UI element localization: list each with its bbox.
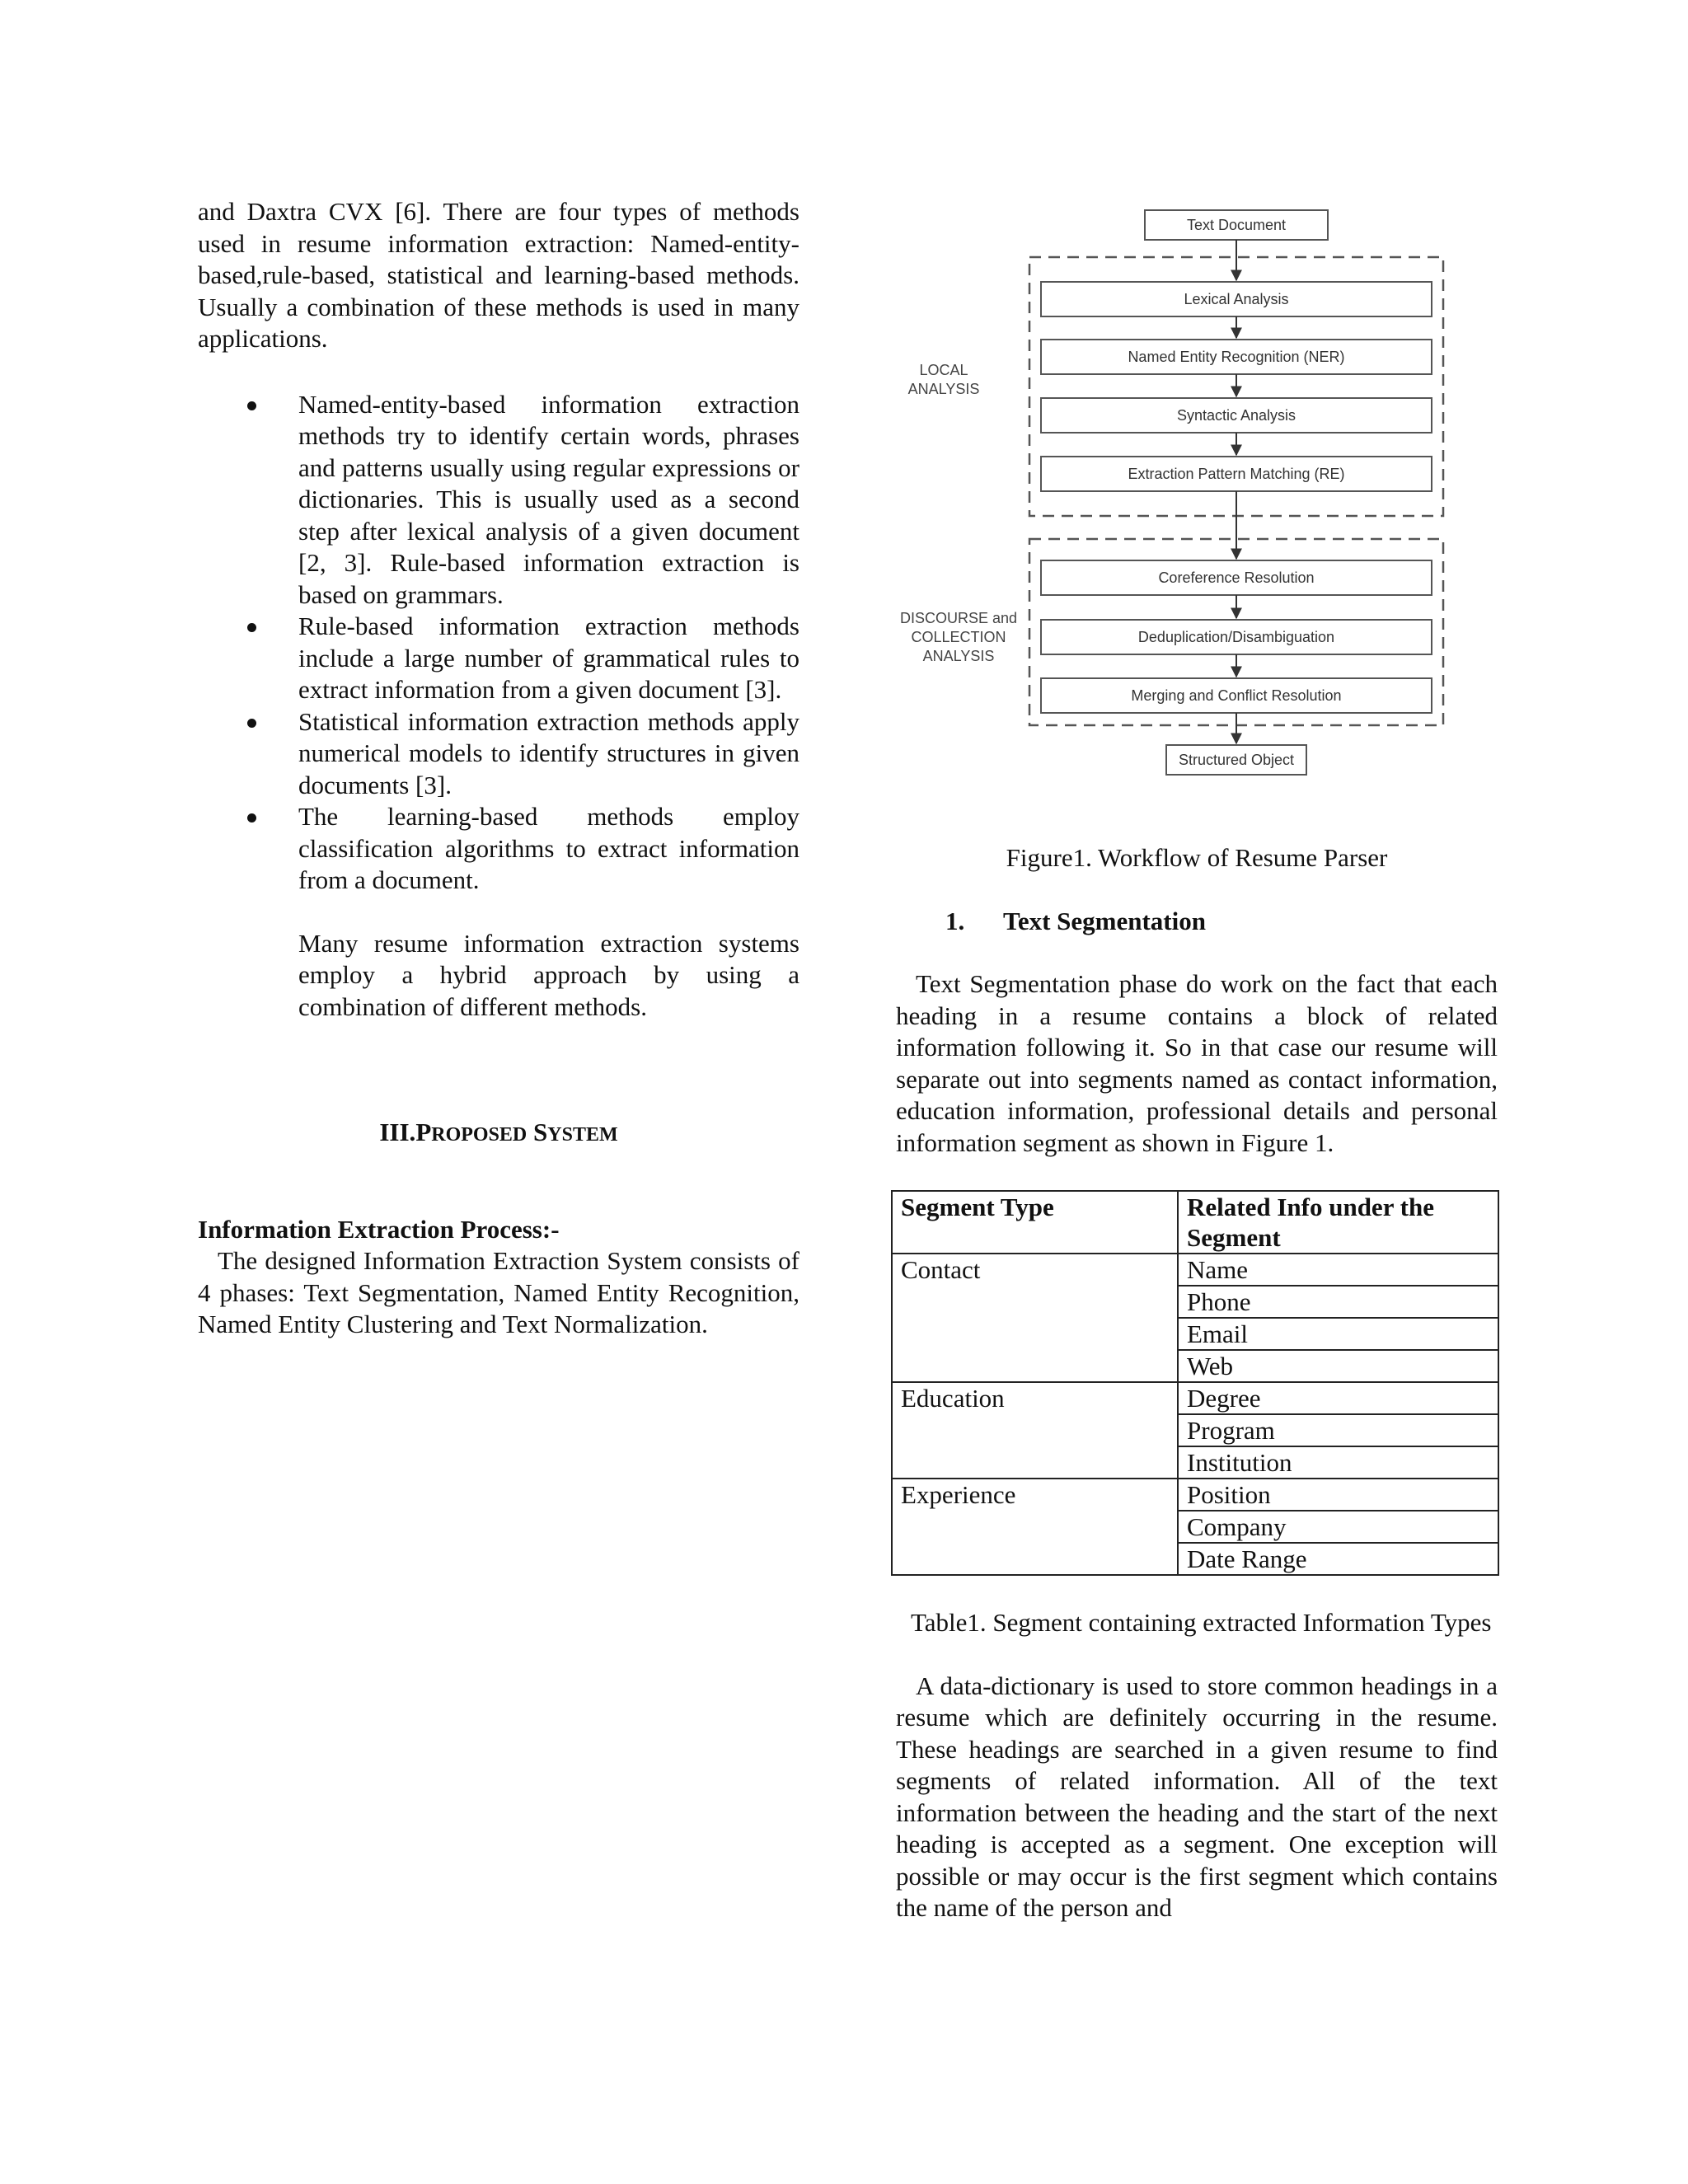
table-cell-info: Phone (1178, 1286, 1498, 1318)
workflow-figure (896, 196, 1473, 798)
section-heading: III.PROPOSED SYSTEM (379, 1118, 618, 1146)
list-item-text: The learning-based methods employ classification algorithms to extract information from a document. (298, 802, 799, 894)
svg-text:ANALYSIS: ANALYSIS (922, 648, 995, 664)
hybrid-paragraph: Many resume information extraction systems employ a hybrid approach by using a combination of different methods. (298, 928, 799, 1021)
table-cell-info: Degree (1178, 1382, 1498, 1414)
table-row (892, 1382, 1498, 1414)
bullet-icon (247, 813, 256, 823)
segmentation-paragraph: Text Segmentation phase do work on the fact that each heading in a resume contains a block of related information following it. So in that case our resume will separate out into segments named as contact information, education information, professional details and personal information segment as shown in Figure 1. (896, 969, 1498, 1157)
left-column (198, 196, 799, 1341)
segment-table (891, 1190, 1499, 1576)
subsection-heading (896, 906, 1498, 938)
subsection-number: 1. (945, 906, 965, 935)
bullet-icon (247, 719, 256, 728)
section-number: III. (379, 1118, 416, 1146)
process-paragraph: The designed Information Extraction System consists of 4 phases: Text Segmentation, Named Entity Recognition, Named Entity Clustering and Text Normalization. (198, 1246, 799, 1338)
table-header-cell: Segment Type (892, 1191, 1178, 1254)
methods-list (198, 389, 799, 897)
svg-text:Merging and Conflict Resolutio: Merging and Conflict Resolution (1131, 687, 1342, 704)
table-caption: Table1. Segment containing extracted Information Types (911, 1608, 1492, 1637)
list-item (198, 706, 799, 802)
bullet-icon (247, 623, 256, 632)
svg-text:COLLECTION: COLLECTION (911, 629, 1006, 645)
svg-text:Coreference Resolution: Coreference Resolution (1158, 569, 1315, 586)
svg-text:Extraction Pattern Matching (R: Extraction Pattern Matching (RE) (1128, 466, 1345, 482)
table-cell-segment: Education (892, 1382, 1178, 1479)
table-cell-segment: Contact (892, 1254, 1178, 1382)
table-cell-info: Date Range (1178, 1543, 1498, 1575)
table-cell-info: Company (1178, 1511, 1498, 1543)
list-item (198, 611, 799, 706)
list-item-text: Statistical information extraction methods apply numerical models to identify structures in given documents [3]. (298, 706, 799, 799)
table-cell-info: Institution (1178, 1446, 1498, 1479)
table-cell-info: Web (1178, 1350, 1498, 1382)
svg-text:Deduplication/Disambiguation: Deduplication/Disambiguation (1137, 629, 1335, 645)
svg-text:ANALYSIS: ANALYSIS (907, 381, 980, 397)
bullet-icon (247, 401, 256, 410)
table-header-cell: Related Info under the Segment (1178, 1191, 1498, 1254)
table-cell-info: Email (1178, 1318, 1498, 1350)
process-subheading: Information Extraction Process:- (198, 1214, 560, 1244)
text-document-label: Text Document (1186, 217, 1287, 233)
right-column (896, 823, 1498, 1924)
table-cell-segment: Experience (892, 1479, 1178, 1575)
dictionary-paragraph: A data-dictionary is used to store common headings in a resume which are definitely occurring in the resume. These headings are searched in a given resume to find segments of related information. All of the text information between the heading and the start of the next heading is accepted as a segment. One exception will possible or may occur is the first segment which contains the name of the person and (896, 1671, 1498, 1922)
figure-caption: Figure1. Workflow of Resume Parser (1006, 843, 1388, 872)
svg-text:Structured Object: Structured Object (1178, 752, 1295, 768)
svg-text:Syntactic Analysis: Syntactic Analysis (1176, 407, 1296, 424)
table-cell-info: Position (1178, 1479, 1498, 1511)
intro-paragraph: and Daxtra CVX [6]. There are four types of methods used in resume information extraction: Named-entity-based,rule-based, statistical and learning-based methods. Usually a combination of these methods is used in many applications. (198, 197, 799, 353)
list-item-text: Rule-based information extraction methods include a large number of grammatical rules to extract information from a given document [3]. (298, 612, 799, 704)
list-item-text: Named-entity-based information extraction methods try to identify certain words, phrases and patterns usually using regular expressions or dictionaries. This is usually used as a second step after lexical analysis of a given document [2, 3]. Rule-based information extraction is based on grammars. (298, 389, 799, 609)
subsection-title: Text Segmentation (1003, 906, 1206, 935)
table-cell-info: Program (1178, 1414, 1498, 1446)
local-group-label: LOCAL (919, 362, 968, 378)
list-item (198, 801, 799, 897)
table-cell-info: Name (1178, 1254, 1498, 1286)
list-item (198, 389, 799, 612)
table-row (892, 1479, 1498, 1511)
svg-text:Named Entity Recognition (NER): Named Entity Recognition (NER) (1128, 349, 1345, 365)
table-header-row (892, 1191, 1498, 1254)
svg-text:Lexical Analysis: Lexical Analysis (1184, 291, 1289, 307)
discourse-group-label: DISCOURSE and (899, 610, 1018, 626)
table-row (892, 1254, 1498, 1286)
